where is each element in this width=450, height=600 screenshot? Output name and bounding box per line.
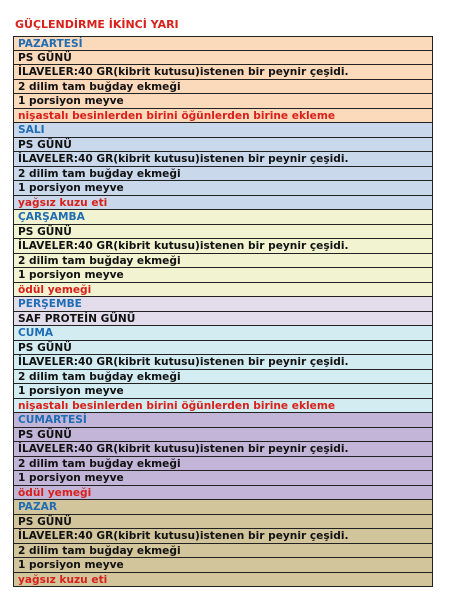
plan-line: 2 dilim tam buğday ekmeği <box>13 457 433 472</box>
plan-line: PS GÜNÜ <box>13 428 433 443</box>
plan-line: 1 porsiyon meyve <box>13 558 433 573</box>
plan-line: İLAVELER:40 GR(kibrit kutusu)istenen bir peynir çeşidi. <box>13 65 433 80</box>
day-block-carsamba <box>13 210 433 297</box>
plan-line: 1 porsiyon meyve <box>13 268 433 283</box>
day-name: PAZARTESİ <box>13 36 433 51</box>
day-block-pazartesi <box>13 36 433 123</box>
plan-note: ödül yemeği <box>13 283 433 298</box>
day-block-persembe <box>13 297 433 326</box>
plan-line: İLAVELER:40 GR(kibrit kutusu)istenen bir peynir çeşidi. <box>13 239 433 254</box>
diet-plan-sheet <box>13 14 433 587</box>
day-name: CUMARTESİ <box>13 413 433 428</box>
plan-line: 2 dilim tam buğday ekmeği <box>13 544 433 559</box>
plan-line: PS GÜNÜ <box>13 515 433 530</box>
day-name: SALI <box>13 123 433 138</box>
plan-line: 1 porsiyon meyve <box>13 94 433 109</box>
plan-line: 2 dilim tam buğday ekmeği <box>13 167 433 182</box>
plan-note: ödül yemeği <box>13 486 433 501</box>
plan-line: 1 porsiyon meyve <box>13 181 433 196</box>
plan-line: İLAVELER:40 GR(kibrit kutusu)istenen bir peynir çeşidi. <box>13 442 433 457</box>
plan-line: 2 dilim tam buğday ekmeği <box>13 370 433 385</box>
day-name: PAZAR <box>13 500 433 515</box>
plan-note: yağsız kuzu eti <box>13 573 433 588</box>
day-block-cuma <box>13 326 433 413</box>
plan-line: PS GÜNÜ <box>13 341 433 356</box>
plan-note: nişastalı besinlerden birini öğünlerden birine ekleme <box>13 109 433 124</box>
day-block-pazar <box>13 500 433 587</box>
plan-note: nişastalı besinlerden birini öğünlerden birine ekleme <box>13 399 433 414</box>
plan-line: 1 porsiyon meyve <box>13 384 433 399</box>
plan-line: İLAVELER:40 GR(kibrit kutusu)istenen bir peynir çeşidi. <box>13 152 433 167</box>
plan-line: 2 dilim tam buğday ekmeği <box>13 80 433 95</box>
plan-line: 2 dilim tam buğday ekmeği <box>13 254 433 269</box>
plan-line: İLAVELER:40 GR(kibrit kutusu)istenen bir peynir çeşidi. <box>13 355 433 370</box>
plan-line: 1 porsiyon meyve <box>13 471 433 486</box>
plan-title: GÜÇLENDİRME İKİNCİ YARI <box>15 18 179 31</box>
plan-note: yağsız kuzu eti <box>13 196 433 211</box>
day-name: CUMA <box>13 326 433 341</box>
plan-line: İLAVELER:40 GR(kibrit kutusu)istenen bir peynir çeşidi. <box>13 529 433 544</box>
day-block-sali <box>13 123 433 210</box>
day-name: PERŞEMBE <box>13 297 433 312</box>
plan-line: PS GÜNÜ <box>13 225 433 240</box>
plan-line: PS GÜNÜ <box>13 138 433 153</box>
day-block-cumartesi <box>13 413 433 500</box>
day-name: ÇARŞAMBA <box>13 210 433 225</box>
plan-line: SAF PROTEİN GÜNÜ <box>13 312 433 327</box>
plan-line: PS GÜNÜ <box>13 51 433 66</box>
